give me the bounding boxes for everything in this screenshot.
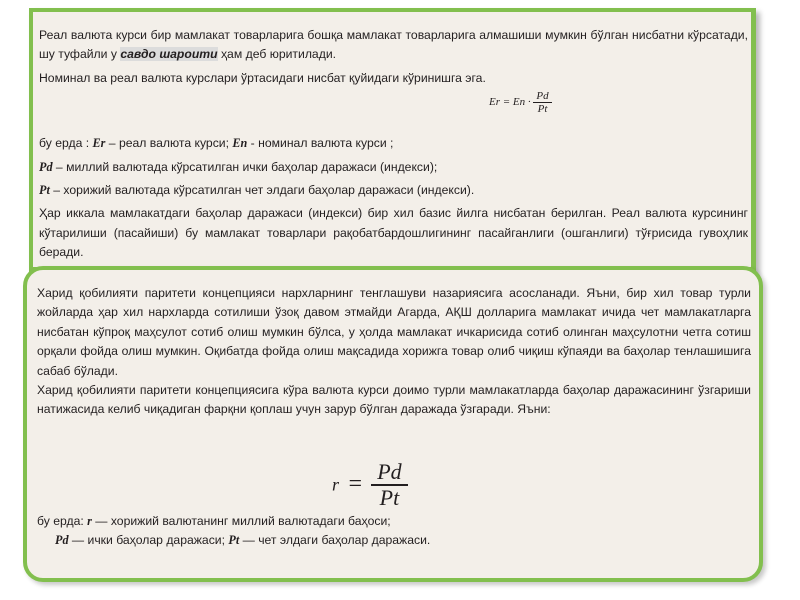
formula-real-exchange-rate: Er = En · $\frac{Pd}{Pt}$ [489,90,552,115]
formula-area [39,88,748,134]
formula-ppp: r = $\frac{Pd}{Pt}$ [332,460,408,510]
paragraph-interpretation: Ҳар иккала мамлакатдаги баҳолар даражаси (индекси) бир хил базис йилга нисбатан берилган. Реал валюта курсининг кўтарилиши (пасайиши) бу мамлакат товарлари рақобатбардошлигининг пасайганлиги (ошганлиги) тўғрисида гувоҳлик беради. [39,206,748,260]
paragraph-relation-intro: Номинал ва реал валюта курслари ўртасидаги нисбат қуйидаги кўринишга эга. [39,70,486,85]
paragraph-variable-pd: Pd – миллий валютада кўрсатилган ички баҳолар даражаси (индекси); [39,159,438,174]
paragraph-variable-r: бу ерда: r — хорижий валютанинг миллий валютадаги баҳоси; [37,513,391,528]
paragraph-variable-pt: Pt – хорижий валютада кўрсатилган чет элдаги баҳолар даражаси (индекси). [39,183,475,198]
paragraph-variable-er-en: бу ерда : Er – реал валюта курси; En - номинал валюта курси ; [39,136,394,151]
definition-slide-real-exchange-rate [29,8,756,272]
paragraph-real-rate-definition: Реал валюта курси бир мамлакат товарларига бошқа мамлакат товарларига алмашиши мумкин бўлган нисбатни кўрсатади, шу туфайли у савдо шароити ҳам деб юритилади. [39,28,748,62]
paragraph-ppp-rule: Харид қобилияти паритети концепциясига кўра валюта курси доимо турли мамлакатларда баҳолар даражасининг ўзгариши натижасида келиб чиқадиган фарқни қоплаш учун зарур бўлган даражада ўзгаради. Яъни: [37,383,751,417]
formula-fraction: $\frac{Pd}{Pt}$ [533,90,551,115]
highlighted-term: савдо шароити [120,47,218,62]
paragraph-ppp-concept: Харид қобилияти паритети концепцияси нархларнинг тенглашуви назариясига асосланади. Яъни, бир хил товар турли жойларда ҳар хил нархларда сотилиши ўзоқ давом этмайди Агарда, АҚШ долларига мамлакат ичида чет мамлакатларга нисбатан кўпроқ маҳсулот сотиб олиш мумкин бўлса, у ҳолда мамлакат ичкарисида сотиб олинган маҳсулотни четга сотиш орқали фойда олиш мумкин. Оқибатда фойда олиш мақсадида хорижга товар олиб чиқиш кўпаяди ва баҳолар тенлашишига сабаб бўлади. [37,286,751,378]
paragraph-variable-pd-pt: Pd — ички баҳолар даражаси; Pt — чет элдаги баҳолар даражаси. [55,533,431,548]
formula-fraction: $\frac{Pd}{Pt}$ [371,460,407,510]
definition-slide-purchasing-power-parity [23,266,763,582]
